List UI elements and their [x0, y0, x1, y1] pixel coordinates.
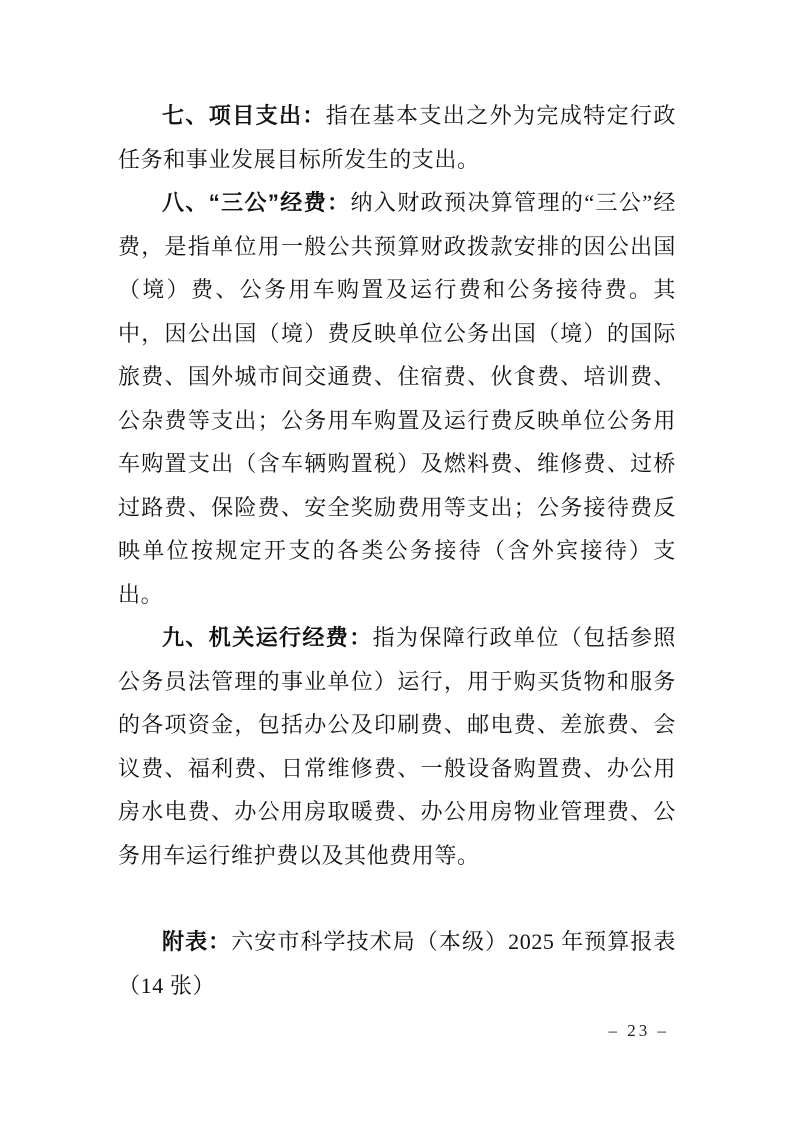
document-body: [118, 94, 676, 1007]
paragraph-lead: 附表：: [162, 929, 232, 954]
paragraph-agency-operating-funds: [118, 616, 676, 877]
paragraph-text: 六安市科学技术局（本级）2025 年预算报表（14 张）: [118, 929, 676, 998]
paragraph-lead: 七、项目支出：: [162, 103, 326, 128]
paragraph-appendix-note: [118, 920, 676, 1007]
paragraph-project-expenditure: [118, 94, 676, 181]
paragraph-text: 指在基本支出之外为完成特定行政任务和事业发展目标所发生的支出。: [118, 103, 676, 172]
page-number: – 23 –: [608, 1021, 669, 1040]
paragraph-text: 指为保障行政单位（包括参照公务员法管理的事业单位）运行，用于购买货物和服务的各项资金，包括办公及印刷费、邮电费、差旅费、会议费、福利费、日常维修费、一般设备购置费、办公用房水电费、办公用房取暖费、办公用房物业管理费、公务用车运行维护费以及其他费用等。: [118, 625, 676, 868]
paragraph-text: 纳入财政预决算管理的“三公”经费，是指单位用一般公共预算财政拨款安排的因公出国（境）费、公务用车购置及运行费和公务接待费。其中，因公出国（境）费反映单位公务出国（境）的国际旅费、国外城市间交通费、住宿费、伙食费、培训费、公杂费等支出；公务用车购置及运行费反映单位公务用车购置支出（含车辆购置税）及燃料费、维修费、过桥过路费、保险费、安全奖励费用等支出；公务接待费反映单位按规定开支的各类公务接待（含外宾接待）支出。: [118, 190, 676, 607]
paragraph-lead: 九、机关运行经费：: [162, 625, 373, 650]
paragraph-three-public-funds: [118, 181, 676, 616]
paragraph-lead: 八、“三公”经费：: [162, 190, 351, 215]
